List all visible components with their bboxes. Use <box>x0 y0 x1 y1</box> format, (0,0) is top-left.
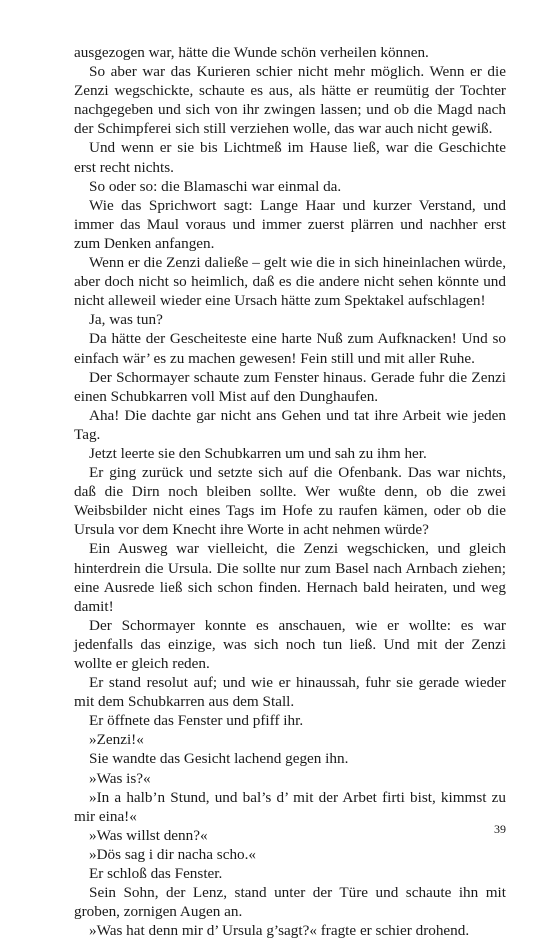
paragraph-7: Ja, was tun? <box>89 311 163 329</box>
paragraph-21: »Was willst denn?« <box>89 826 208 844</box>
paragraph-10: Aha! Die dachte gar nicht ans Gehen und tat ihre Arbeit wie jeden Tag. <box>74 406 506 443</box>
paragraph-9: Der Schormayer schaute zum Fenster hinaus. Gerade fuhr die Zenzi einen Schubkarren voll Mist auf den Dunghaufen. <box>74 368 506 405</box>
paragraph-23: Er schloß das Fenster. <box>89 865 223 883</box>
paragraph-1: ausgezogen war, hätte die Wunde schön verheilen können. <box>74 44 429 61</box>
paragraph-13: Ein Ausweg war vielleicht, die Zenzi wegschicken, und gleich hinterdrein die Ursula. Die sollte nur zum Basel nach Arnbach ziehen; eine Ausrede ließ sich schon finden. Hernach bald heiraten, und weg damit! <box>74 540 506 615</box>
paragraph-2: So aber war das Kurieren schier nicht mehr möglich. Wenn er die Zenzi wegschickte, schaute es aus, als hätte er reumütig der Tochter nachgegeben und sich von ihr zwingen lassen; und ob die Magd nach der Schimpferei sich still verziehen wolle, das war auch nicht gewiß. <box>74 63 506 138</box>
paragraph-19: »Was is?« <box>89 769 151 787</box>
paragraph-14: Der Schormayer konnte es anschauen, wie er wollte: es war jedenfalls das einzige, was sich noch tun ließ. Und mit der Zenzi wollte er gleich reden. <box>74 616 506 672</box>
paragraph-16: Er öffnete das Fenster und pfiff ihr. <box>89 712 304 730</box>
paragraph-15: Er stand resolut auf; und wie er hinaussah, fuhr sie gerade wieder mit dem Schubkarren aus dem Stall. <box>74 674 506 711</box>
paragraph-4: So oder so: die Blamaschi war einmal da. <box>89 177 342 195</box>
paragraph-18: Sie wandte das Gesicht lachend gegen ihn. <box>89 750 349 768</box>
paragraph-22: »Dös sag i dir nacha scho.« <box>89 845 257 863</box>
paragraph-24: Sein Sohn, der Lenz, stand unter der Türe und schaute ihn mit groben, zornigen Augen an. <box>74 884 506 921</box>
page-number: 39 <box>494 822 506 836</box>
paragraph-20: »In a halb’n Stund, und bal’s d’ mit der Arbet firti bist, kimmst zu mir eina!« <box>74 788 506 825</box>
paragraph-5: Wie das Sprichwort sagt: Lange Haar und kurzer Verstand, und immer das Maul voraus und immer zuerst plärren und nachher erst zum Denken anfangen. <box>74 196 506 252</box>
paragraph-25: »Was hat denn mir d’ Ursula g’sagt?« fragte er schier drohend. <box>89 922 470 940</box>
paragraph-3: Und wenn er sie bis Lichtmeß im Hause ließ, war die Geschichte erst recht nichts. <box>74 139 506 176</box>
paragraph-12: Er ging zurück und setzte sich auf die Ofenbank. Das war nichts, daß die Dirn noch bleiben sollte. Wer wußte denn, ob die zwei Weibsbilder nicht eines Tags im Hofe zu raufen kämen, oder ob die Ursula vor dem Knecht ihre Worte in acht nehmen würde? <box>74 464 506 539</box>
paragraph-8: Da hätte der Gescheiteste eine harte Nuß zum Aufknacken! Und so einfach wär’ es zu machen gewesen! Fein still und mit aller Ruhe. <box>74 330 506 367</box>
paragraph-17: »Zenzi!« <box>89 731 144 749</box>
paragraph-6: Wenn er die Zenzi daließe – gelt wie die in sich hineinlachen würde, aber doch nicht so heimlich, daß es die andere nicht sehen könnte und nicht alleweil wieder eine Ursach hätte zum Spektakel aufschlagen! <box>74 254 506 310</box>
paragraph-11: Jetzt leerte sie den Schubkarren um und sah zu ihm her. <box>89 444 427 462</box>
body-text <box>74 43 506 940</box>
